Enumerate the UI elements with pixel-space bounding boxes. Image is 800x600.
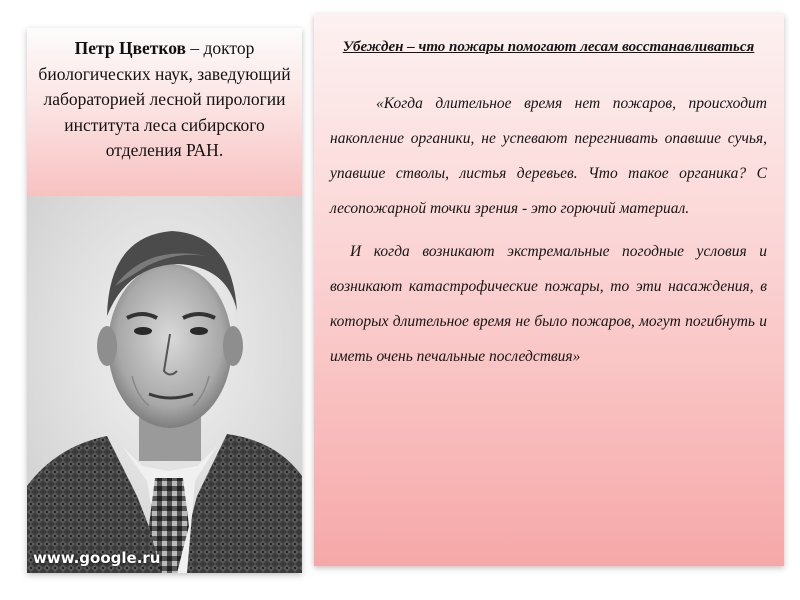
quote-heading: Убежден – что пожары помогают лесам восстанавливаться xyxy=(342,39,755,55)
quote-card xyxy=(314,14,784,566)
watermark-text: www.google.ru xyxy=(33,549,161,567)
quote-paragraph-2: И когда возникают экстремальные погодные условия и возникают катастрофические пожары, то эти насаждения, в которых длительное время не было пожаров, могут погибнуть и иметь очень печальные последствия» xyxy=(330,243,767,365)
person-photo xyxy=(27,196,302,573)
person-description: – доктор биологических наук, заведующий лабораторией лесной пирологии института леса сибирского отделения РАН. xyxy=(38,38,291,160)
person-name: Петр Цветков xyxy=(74,38,186,58)
portrait-image xyxy=(27,196,302,573)
person-caption xyxy=(27,28,302,196)
person-card xyxy=(27,28,302,573)
quote-paragraph-1: «Когда длительное время нет пожаров, происходит накопление органики, не успевают перегнивать опавшие сучья, упавшие стволы, листья деревьев. Что такое органика? С лесопожарной точки зрения - это горючий материал. xyxy=(330,95,767,217)
